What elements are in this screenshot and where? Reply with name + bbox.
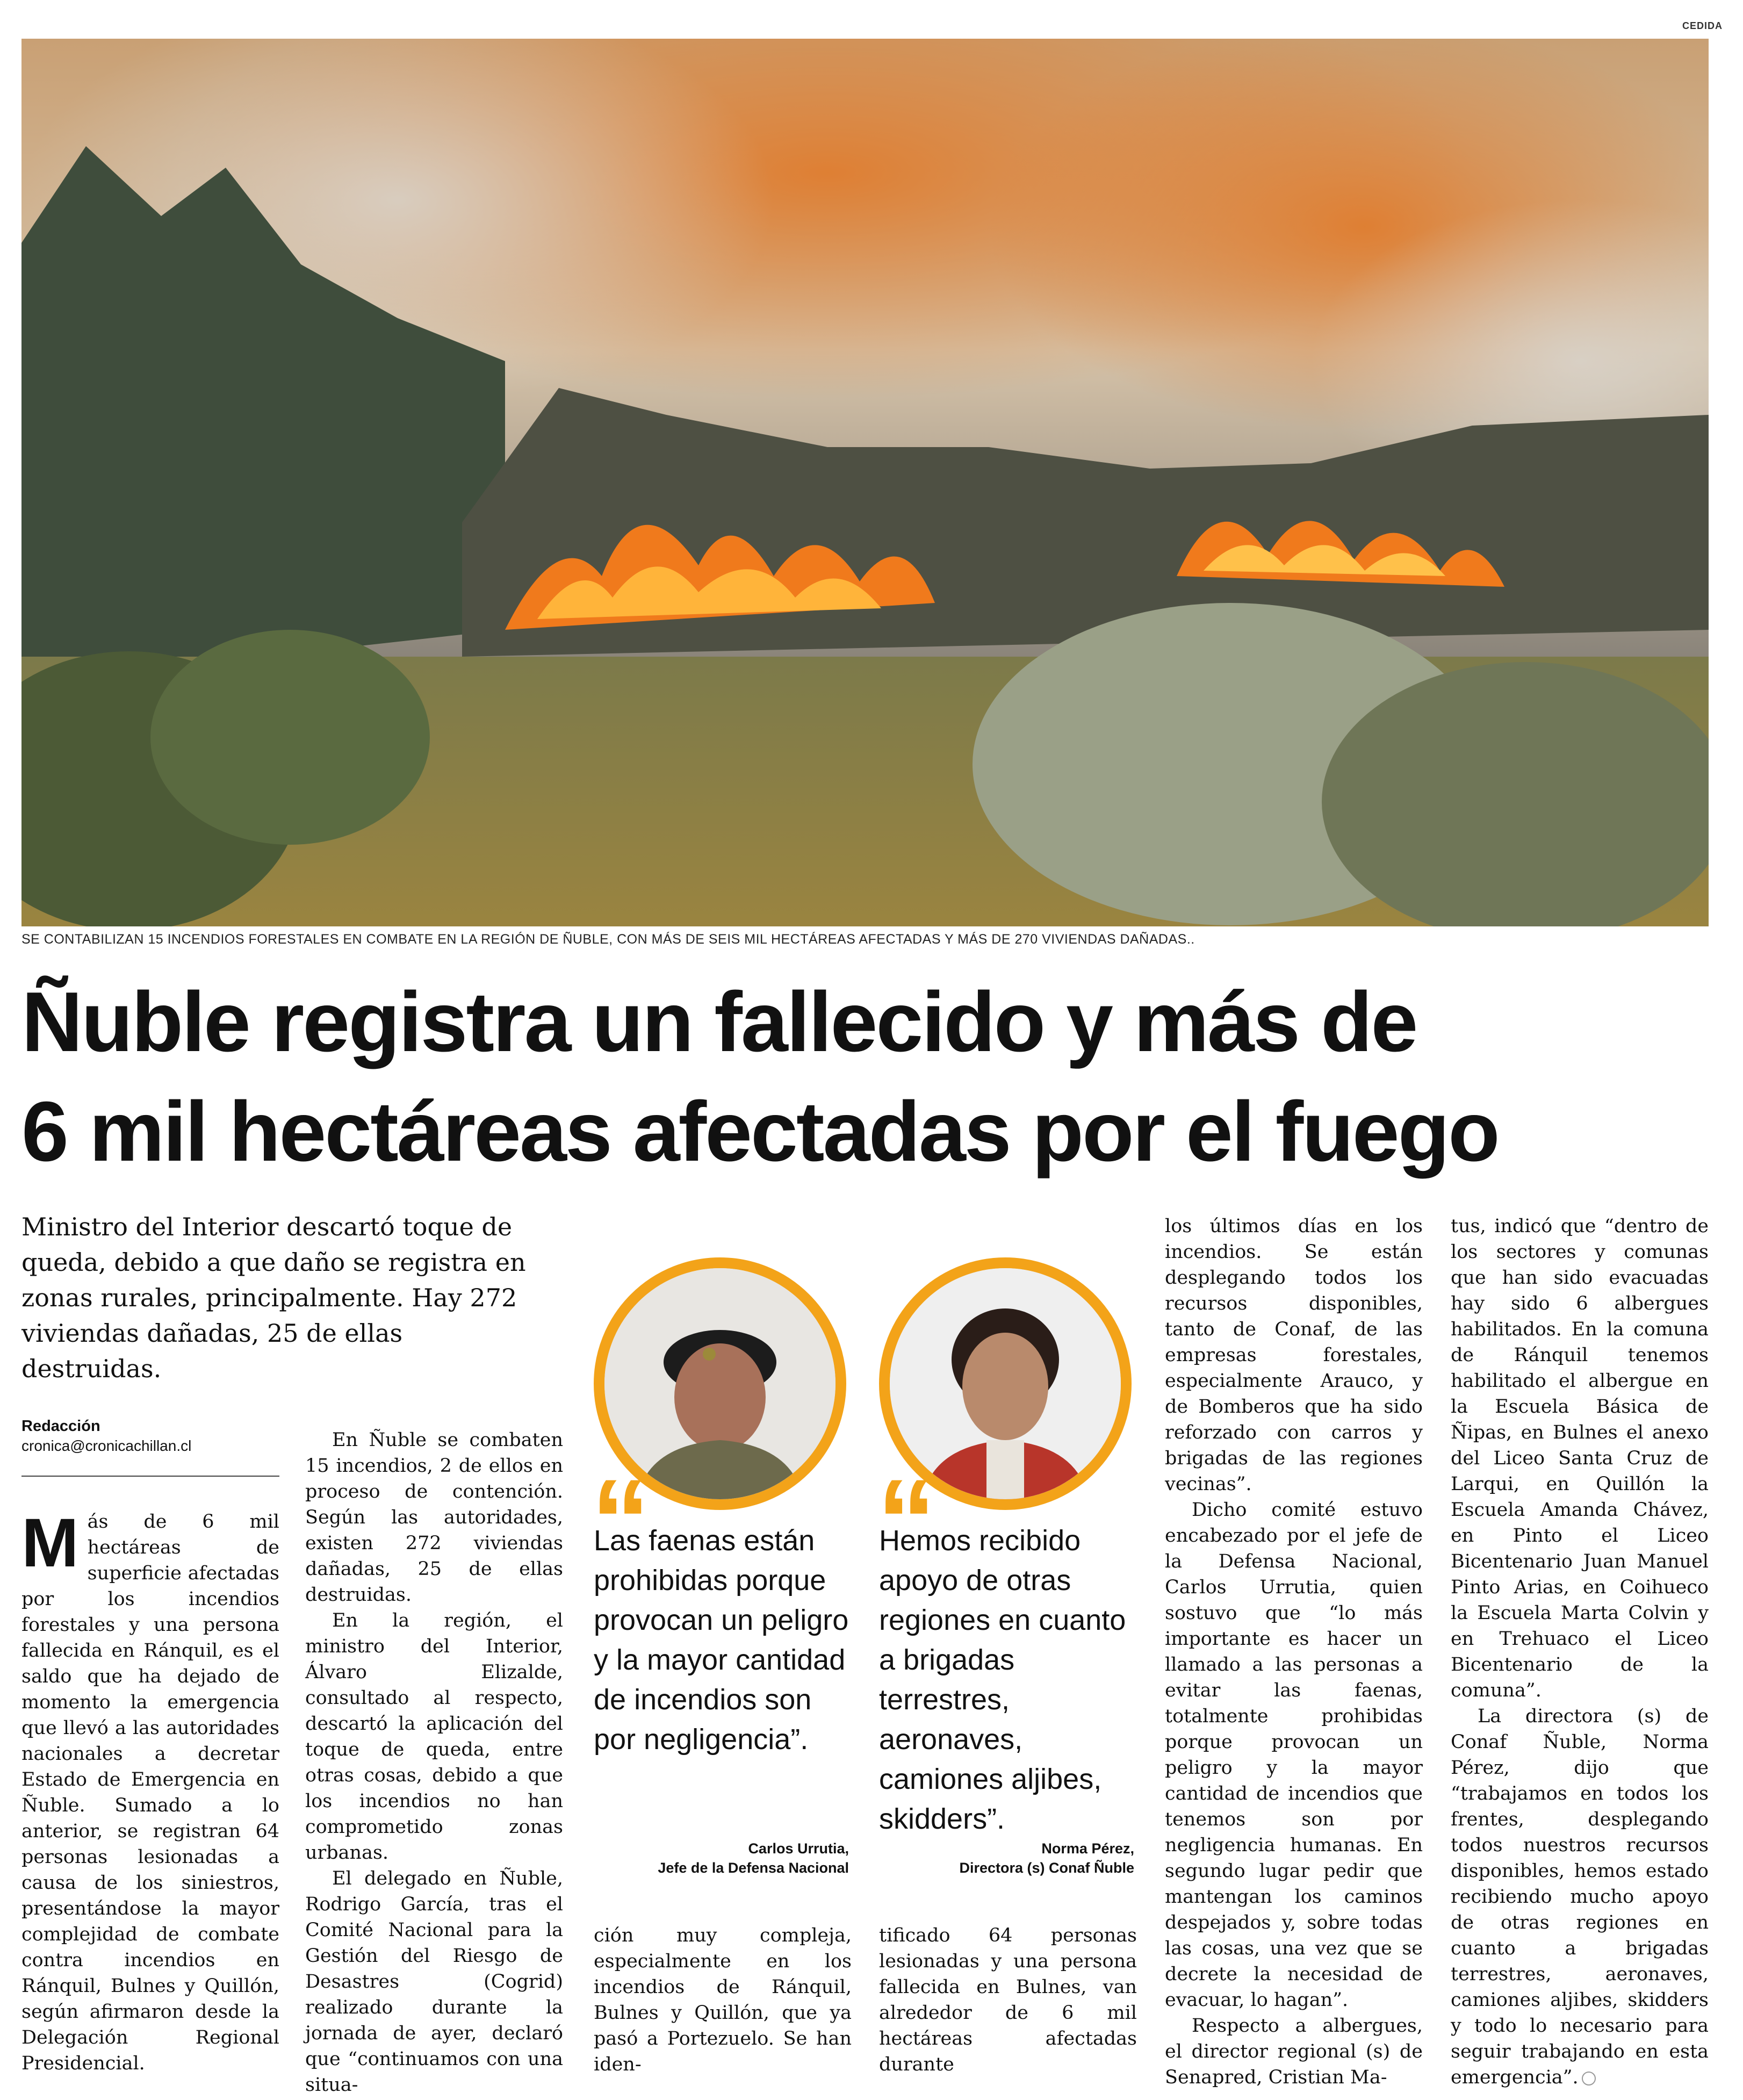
headline-line-1: Ñuble registra un fallecido y más de: [21, 975, 1417, 1069]
paragraph: ás de 6 mil hectáreas de superficie afectadas por los incendios forestales y una persona fallecida en Ránquil, es el saldo que ha dejado de momento la emergencia que llevó a las autoridades nacionales a decretar Estado de Emergencia en Ñuble. Sumado a lo anterior, se registran 64 personas lesionadas a causa de los siniestros, presentándose la mayor complejidad de combate contra incendios en Ránquil, Bulnes y Quillón, según afirmaron desde la Delegación Regional Presidencial.: [21, 1511, 279, 2074]
body-column-5: [1165, 1213, 1423, 2090]
byline-divider: [21, 1476, 279, 1477]
quote-mark-icon: “: [591, 1455, 650, 1587]
paragraph: En Ñuble se combaten 15 incendios, 2 de ellos en proceso de contención. Según las autoridades, existen 272 viviendas dañadas, 25 de ellas destruidas.: [305, 1429, 563, 1606]
body-column-3: [594, 1923, 852, 2077]
photo-credit: CEDIDA: [1682, 20, 1723, 31]
drop-cap: M: [21, 1505, 79, 1581]
quote-author-role: Jefe de la Defensa Nacional: [658, 1860, 849, 1876]
paragraph-text: La directora (s) de Conaf Ñuble, Norma Pérez, dijo que “trabajamos en todos los frentes, desplegando todos nuestros recursos disponibles, hemos estado recibiendo mucho apoyo de otras regiones en cuanto a brigadas terrestres, aeronaves, camiones aljibes, skidders y todo lo necesario para seguir trabajando en esta emergencia”.: [1451, 1706, 1709, 2088]
quote-text: Hemos recibido apoyo de otras regiones en cuanto a brigadas terrestres, aeronaves, camiones aljibes, skidders”.: [879, 1524, 1126, 1835]
body-column-6: [1451, 1213, 1709, 2090]
quote-author-role: Directora (s) Conaf Ñuble: [959, 1860, 1134, 1876]
quote-mark-icon: “: [877, 1455, 936, 1587]
body-column-2: [305, 1427, 563, 2098]
quote-attribution: [594, 1839, 849, 1878]
headline: [21, 967, 1719, 1186]
paragraph: [1451, 1703, 1709, 2090]
deck-subtitle: Ministro del Interior descartó toque de queda, debido a que daño se registra en zonas rurales, principalmente. Hay 272 viviendas dañadas, 25 de ellas destruidas.: [21, 1212, 526, 1383]
paragraph: los últimos días en los incendios. Se están desplegando todos los recursos disponibles, tanto de Conaf, de las empresas forestales, especialmente Arauco, y de Bomberos que ha sido reforzado con carros y brigadas de las regiones vecinas”.: [1165, 1216, 1423, 1495]
quote-author-name: Carlos Urrutia,: [748, 1840, 849, 1857]
byline-email: cronica@cronicachillan.cl: [21, 1437, 192, 1454]
paragraph: Respecto a albergues, el director regional (s) de Senapred, Cristian Ma-: [1165, 2015, 1423, 2088]
body-column-4: [879, 1923, 1137, 2077]
paragraph: tus, indicó que “dentro de los sectores y comunas que han sido evacuadas hay sido 6 albergues habilitados. En la comuna de Ránquil tenemos habilitado el albergue en la Escuela Básica de Ñipas, en Bulnes el anexo del Liceo Santa Cruz de Larqui, en Quillón la Escuela Amanda Chávez, en Pinto el Liceo Bicentenario Juan Manuel Pinto Arias, en Coihueco la Escuela Marta Colvin y en Trehuaco el Liceo Bicentenario de la comuna”.: [1451, 1216, 1709, 1701]
paragraph: ción muy compleja, especialmente en los incendios de Ránquil, Bulnes y Quillón, que ya pasó a Portezuelo. Se han iden-: [594, 1925, 852, 2075]
byline-author: Redacción: [21, 1418, 100, 1435]
paragraph: El delegado en Ñuble, Rodrigo García, tras el Comité Nacional para la Gestión del Riesgo de Desastres (Cogrid) realizado durante la jornada de ayer, declaró que “continuamos con una situa-: [305, 1868, 563, 2096]
byline: [21, 1418, 279, 1455]
end-mark-icon: [1582, 2072, 1596, 2085]
quote-text: Las faenas están prohibidas porque provocan un peligro y la mayor cantidad de incendios son por negligencia”.: [594, 1524, 849, 1756]
paragraph: Dicho comité estuvo encabezado por el jefe de la Defensa Nacional, Carlos Urrutia, quien sostuvo que “lo más importante es hacer un llamado a las personas a evitar las faenas, totalmente prohibidas porque provocan un peligro y la mayor cantidad de incendios que tenemos son por negligencia humanas. En segundo lugar pedir que mantengan los caminos despejados y, sobre todas las cosas, una vez que se decrete la necesidad de evacuar, lo hagan”.: [1165, 1499, 1423, 2011]
quote-author-name: Norma Pérez,: [1041, 1840, 1134, 1857]
wildfire-photo: [21, 39, 1709, 926]
photo-caption: SE CONTABILIZAN 15 INCENDIOS FORESTALES EN COMBATE EN LA REGIÓN DE ÑUBLE, CON MÁS DE SEIS MIL HECTÁREAS AFECTADAS Y MÁS DE 270 VIVIENDAS DAÑADAS..: [21, 932, 1195, 947]
paragraph: En la región, el ministro del Interior, Álvaro Elizalde, consultado al respecto, descartó la aplicación del toque de queda, entre otras cosas, debido a que los incendios no han comprometido zonas urbanas.: [305, 1610, 563, 1864]
quote-attribution: [879, 1839, 1134, 1878]
paragraph: tificado 64 personas lesionadas y una persona fallecida en Bulnes, van alrededor de 6 mil hectáreas afectadas durante: [879, 1925, 1137, 2075]
headline-line-2: 6 mil hectáreas afectadas por el fuego: [21, 1084, 1499, 1179]
body-column-1: [21, 1505, 279, 2076]
